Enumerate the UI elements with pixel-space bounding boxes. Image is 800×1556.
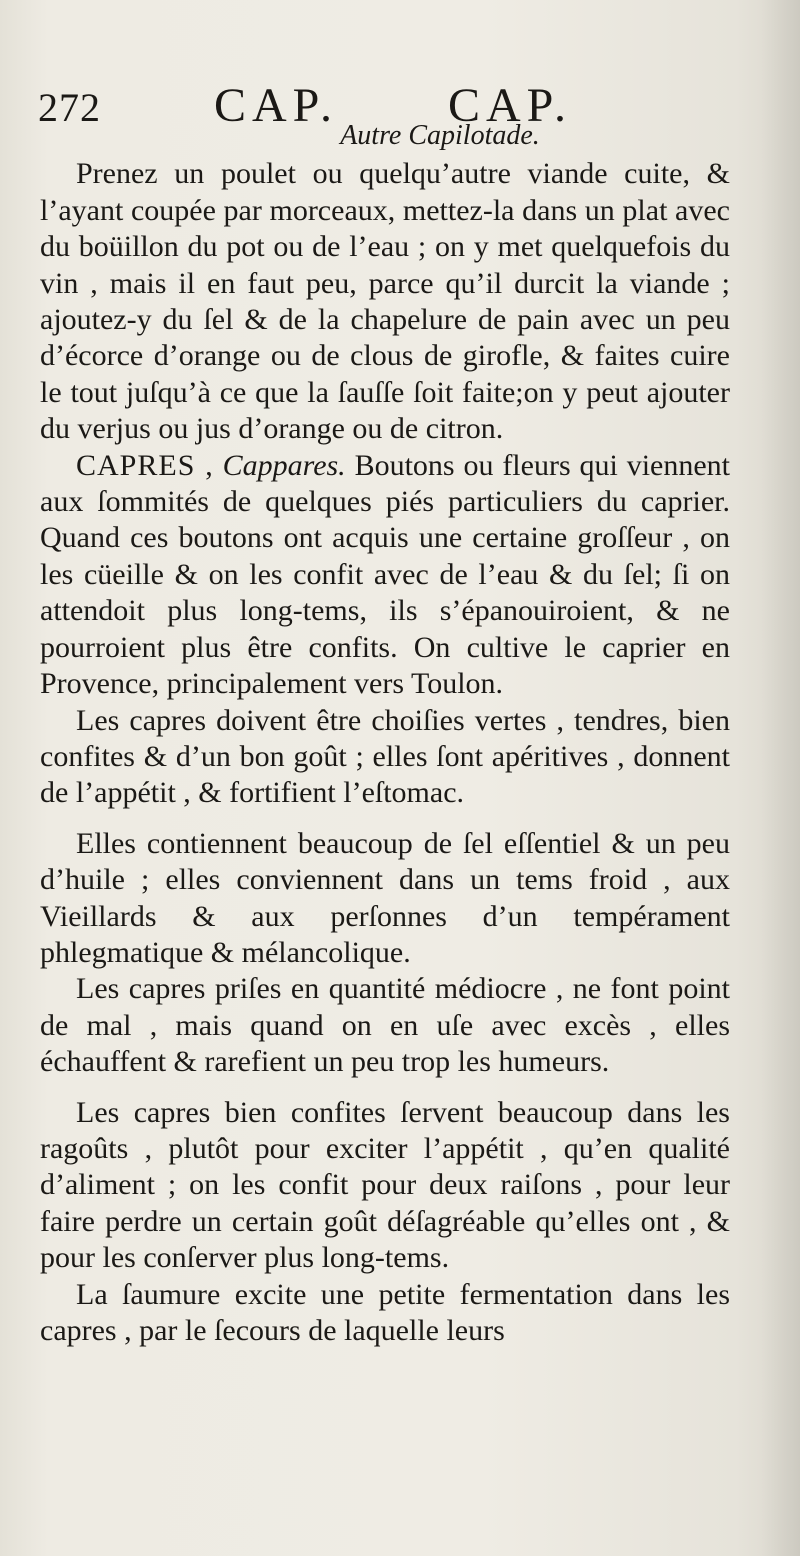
running-head-left: CAP. — [214, 79, 339, 132]
paragraph-text: Les capres doivent être choiſies vertes , tendres, bien confites & d’un bon goût ; elles ſont apéritives , donnent de l’appétit , & fortifient l’eſtomac. — [40, 703, 730, 810]
page-edge-shadow — [760, 0, 800, 1556]
paragraph-uses — [40, 1095, 730, 1277]
paragraph-text: Elles contiennent beaucoup de ſel eſſentiel & un peu d’huile ; elles conviennent dans un tems froid , aux Vieillards & aux perſonnes d’un tempérament phlegmatique & mélancolique. — [40, 826, 730, 969]
paragraph-properties — [40, 826, 730, 972]
entry-headword: CAPRES , — [76, 448, 214, 482]
paragraph-capilotade — [40, 156, 730, 447]
page-number: 272 — [38, 85, 101, 130]
entry-latin-name: Cappares. — [222, 448, 346, 482]
paragraph-choice — [40, 703, 730, 812]
paragraph-text: Les capres priſes en quantité médiocre , ne font point de mal , mais quand on en uſe avec excès , elles échauffent & rarefient un peu trop les humeurs. — [40, 972, 730, 1079]
paragraph-text: Boutons ou fleurs qui viennent aux ſommités de quelques piés particuliers du caprier. Quand ces boutons ont acquis une certaine groſſeur , on les cüeille & on les confit avec de l’eau & du ſel; ſi on attendoit plus long-tems, ils s’épanouiroient, & ne pourroient plus être confits. On cultive le caprier en Provence, principalement vers Toulon. — [40, 448, 730, 701]
running-head-right: CAP. — [448, 79, 573, 132]
paragraph-brine — [40, 1277, 730, 1350]
page-body — [40, 118, 730, 1349]
paragraph-text: Les capres bien confites ſervent beaucoup dans les ragoûts , plutôt pour exciter l’appétit , qu’en qualité d’aliment ; on les confit pour deux raiſons , pour leur faire perdre un certain goût déſagréable qu’elles ont , & pour les conſerver plus long-tems. — [40, 1095, 730, 1275]
paragraph-capres-entry — [40, 448, 730, 703]
paragraph-effects — [40, 971, 730, 1080]
paragraph-text: Prenez un poulet ou quelqu’autre viande cuite, & l’ayant coupée par morceaux, mettez-la dans un plat avec du boüillon du pot ou de l’eau ; on y met quelquefois du vin , mais il en faut peu, parce qu’il durcit la viande ; ajoutez-y du ſel & de la chapelure de pain avec un peu d’écorce d’orange ou de clous de girofle, & faites cuire le tout juſqu’à ce que la ſauſſe ſoit faite;on y peut ajouter du verjus ou jus d’orange ou de citron. — [40, 157, 730, 446]
section-title: Autre Capilotade. — [340, 120, 540, 151]
paragraph-text: La ſaumure excite une petite fermentation dans les capres , par le ſecours de laquelle leurs — [40, 1277, 730, 1347]
